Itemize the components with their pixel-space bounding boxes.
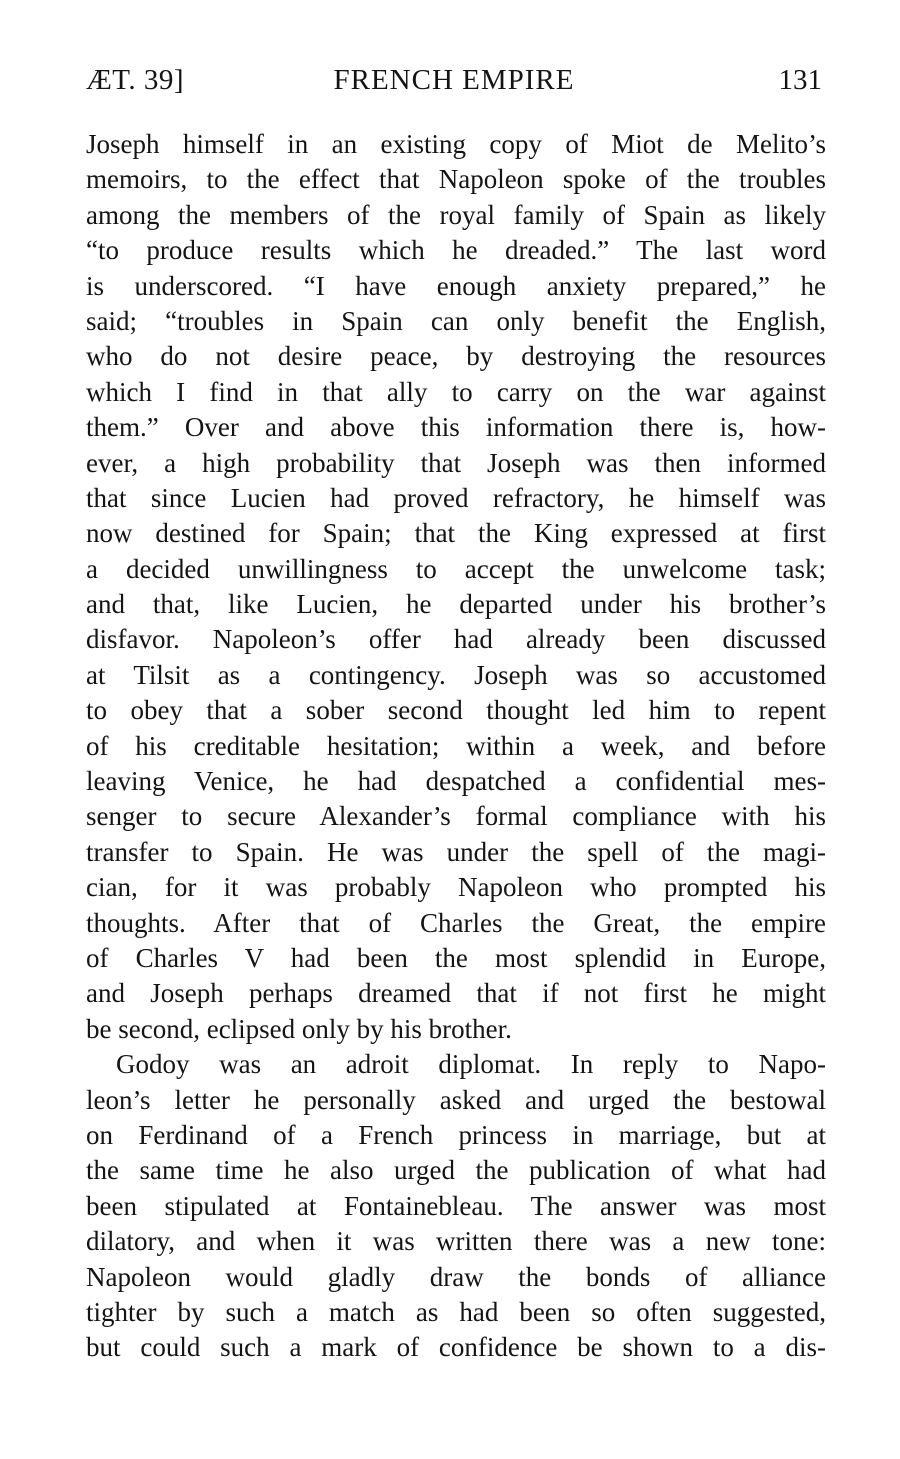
text-line: which I find in that ally to carry on the war against bbox=[86, 376, 826, 407]
text-line: Joseph himself in an existing copy of Miot de Melito’s bbox=[86, 129, 826, 159]
text-line: cian, for it was probably Napoleon who prompted his bbox=[86, 872, 826, 903]
text-line: and that, like Lucien, he departed under his brother’s bbox=[86, 589, 826, 620]
text-line: thoughts. After that of Charles the Great, the empire bbox=[86, 907, 826, 938]
text-line: and Joseph perhaps dreamed that if not first he might bbox=[86, 978, 826, 1009]
text-line: disfavor. Napoleon’s offer had already been discussed bbox=[86, 624, 826, 655]
text-line: transfer to Spain. He was under the spell of the magi- bbox=[86, 836, 826, 867]
text-line: among the members of the royal family of Spain as likely bbox=[86, 199, 826, 230]
text-line: at Tilsit as a contingency. Joseph was so accustomed bbox=[86, 659, 826, 690]
text-line: leaving Venice, he had despatched a confidential mes- bbox=[86, 766, 826, 797]
paragraph-2 bbox=[86, 1047, 826, 1366]
text-line: be second, eclipsed only by his brother. bbox=[86, 1013, 512, 1044]
text-line: on Ferdinand of a French princess in marriage, but at bbox=[86, 1119, 826, 1150]
text-line: senger to secure Alexander’s formal compliance with his bbox=[86, 801, 826, 832]
running-head bbox=[86, 62, 822, 98]
text-line: the same time he also urged the publication of what had bbox=[86, 1155, 826, 1186]
text-line: said; “troubles in Spain can only benefit the English, bbox=[86, 305, 826, 336]
text-line: “to produce results which he dreaded.” The last word bbox=[86, 235, 826, 266]
text-line: ever, a high probability that Joseph was then informed bbox=[86, 447, 826, 478]
text-line: leon’s letter he personally asked and urged the bestowal bbox=[86, 1084, 826, 1115]
text-line: a decided unwillingness to accept the unwelcome task; bbox=[86, 553, 826, 584]
text-line: to obey that a sober second thought led him to repent bbox=[86, 695, 826, 726]
body-text bbox=[86, 127, 826, 1366]
text-line: but could such a mark of confidence be shown to a dis- bbox=[86, 1332, 826, 1363]
text-line: of Charles V had been the most splendid in Europe, bbox=[86, 942, 826, 973]
text-line: tighter by such a match as had been so often suggested, bbox=[86, 1296, 826, 1327]
page-number: 131 bbox=[778, 64, 822, 96]
running-head-age: ÆT. 39] bbox=[86, 64, 185, 96]
text-line: now destined for Spain; that the King expressed at first bbox=[86, 518, 826, 549]
text-line: that since Lucien had proved refractory, he himself was bbox=[86, 482, 826, 513]
text-line: been stipulated at Fontainebleau. The answer was most bbox=[86, 1190, 826, 1221]
text-line: Napoleon would gladly draw the bonds of alliance bbox=[86, 1261, 826, 1292]
text-line: memoirs, to the effect that Napoleon spoke of the troubles bbox=[86, 164, 826, 195]
text-line: Godoy was an adroit diplomat. In reply to Napo- bbox=[116, 1049, 826, 1080]
text-line: is underscored. “I have enough anxiety prepared,” he bbox=[86, 270, 826, 301]
text-line: dilatory, and when it was written there was a new tone: bbox=[86, 1226, 826, 1257]
text-line: of his creditable hesitation; within a week, and before bbox=[86, 730, 826, 761]
text-line: them.” Over and above this information there is, how- bbox=[86, 412, 826, 443]
paragraph-1 bbox=[86, 127, 826, 1047]
running-head-title: FRENCH EMPIRE bbox=[333, 64, 575, 96]
text-line: who do not desire peace, by destroying the resources bbox=[86, 341, 826, 372]
